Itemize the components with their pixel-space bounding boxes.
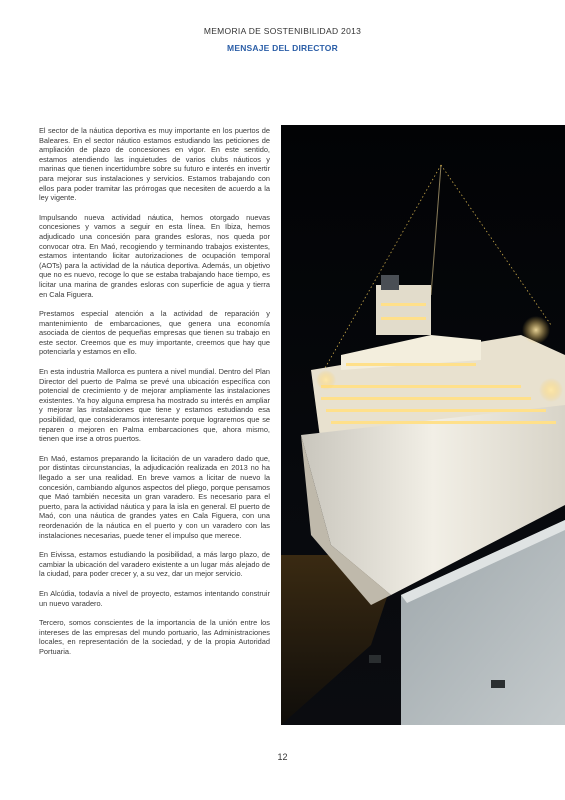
page-number: 12: [277, 752, 288, 762]
paragraph: En Alcúdia, todavía a nivel de proyecto, estamos intentando construir un nuevo varadero.: [39, 588, 270, 608]
paragraph: En esta industria Mallorca es puntera a nivel mundial. Dentro del Plan Director del puerto de Palma se prevé una ubicación específica con potencial de crecimiento y de mejorar ampliamente las instalaciones existentes. Ya hoy alguna empresa ha mostrado su interés en ampliar y mejorar las instalaciones que tiene y estamos estudiando esa posibilidad, que consideramos interesante porque lograremos que se reparen o mejoren en Palma embarcaciones que, ahora mismo, tienen que irse a otros puertos.: [39, 367, 270, 444]
page-header-title: MEMORIA DE SOSTENIBILIDAD 2013: [203, 26, 362, 36]
paragraph: Tercero, somos conscientes de la importancia de la unión entre los intereses de las empresas del mundo portuario, las Administraciones locales, en representación de la sociedad, y de la propia Autoridad Portuaria.: [39, 618, 270, 656]
cruise-ship-photo: [281, 125, 565, 725]
paragraph: El sector de la náutica deportiva es muy importante en los puertos de Baleares. En el sector náutico estamos estudiando las peticiones de ampliación de plazo de concesiones en vigor. En este sentido, estamos atendiendo las inquietudes de varios clubs náuticos y marinas que tienen incertidumbre sobre su futuro e interés en invertir para mejorar sus instalaciones y servicios. Estamos trabajando con ellos para poder tramitar las prórrogas que necesiten de acuerdo a la ley vigente.: [39, 126, 270, 203]
paragraph: Impulsando nueva actividad náutica, hemos otorgado nuevas concesiones y vamos a seguir en esta línea. En Ibiza, hemos adjudicado una concesión para grandes esloras, nos queda por convocar otra. En Maó, recogiendo y terminando trabajos existentes, estamos intentando licitar autorizaciones de ocupación temporal (AOTs) para la actividad de la náutica deportiva. Además, un objetivo que no es nuevo, recoge lo que se estaba trabajando hace tiempo, es licitar una marina de grandes esloras con superficie de agua y tierra en Cala Figuera.: [39, 212, 270, 299]
paragraph: En Eivissa, estamos estudiando la posibilidad, a más largo plazo, de cambiar la ubicación del varadero existente a un lugar más alejado de la ciudad, para poder crecer y, a su vez, dar un mejor servicio.: [39, 550, 270, 579]
paragraph: Prestamos especial atención a la actividad de reparación y mantenimiento de embarcaciones, que genera una economía asociada de cientos de pequeñas empresas que tienen su trabajo en este sector. Creemos que es muy importante, creemos que hay que potenciarla y estamos en ello.: [39, 309, 270, 357]
paragraph: En Maó, estamos preparando la licitación de un varadero dado que, por distintas circunstancias, la adjudicación realizada en 2013 no ha llegado a ser una realidad. En breve vamos a licitar de nuevo la concesión, cambiando algunos aspectos del pliego, porque pensamos que Maó también necesita un gran varadero. Es necesario para el puerto, para la actividad náutica y para la isla en general. El puerto de Maó, con una náutica de grandes yates en Cala Figuera, con una reordenación de la náutica en el puerto y con un varadero con las instalaciones necesarias, puede tener el impulso que merece.: [39, 453, 270, 540]
section-title: MENSAJE DEL DIRECTOR: [227, 43, 338, 53]
cruise-ship-illustration: [281, 125, 565, 725]
body-text-column: [39, 126, 270, 667]
